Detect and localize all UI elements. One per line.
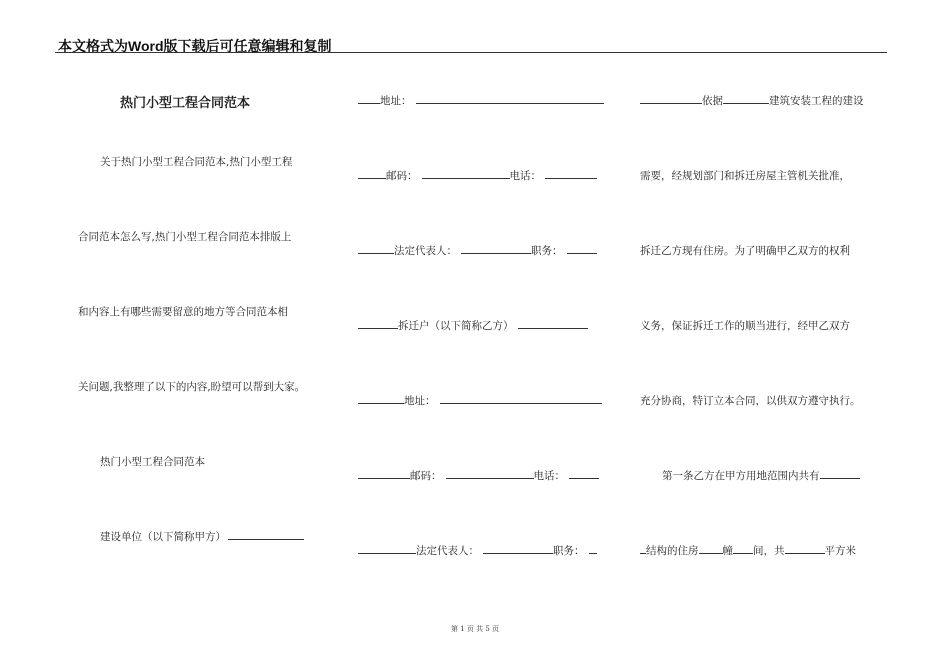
- col3-line-1: [640, 93, 864, 108]
- col3-line-6: [662, 468, 860, 483]
- col1-line-1: 关于热门小型工程合同范本,热门小型工程: [100, 156, 293, 168]
- col1-line-2: 合同范本怎么写,热门小型工程合同范本排版上: [78, 231, 292, 243]
- blank-field: [358, 243, 394, 254]
- blank-field: [518, 318, 588, 329]
- postcode-label: 邮码：: [386, 170, 418, 182]
- address-label-2: 地址：: [404, 395, 436, 407]
- col1-line-6-text: 建设单位（以下简称甲方）: [100, 531, 226, 543]
- legal-rep-label: 法定代表人：: [394, 245, 457, 257]
- header-rule: [55, 52, 887, 53]
- col3-line-5: 充分协商，特订立本合同，以供双方遵守执行。: [640, 395, 861, 407]
- document-title: 热门小型工程合同范本: [120, 96, 251, 111]
- col3-line-3: 拆迁乙方现有住房。为了明确甲乙双方的权利: [640, 245, 850, 257]
- col2-line-6: [358, 468, 599, 483]
- blank-field: [358, 318, 398, 329]
- blank-field: [567, 243, 597, 254]
- legal-rep-label-2: 法定代表人：: [416, 545, 479, 557]
- position-label: 职务：: [531, 245, 563, 257]
- article-one-text: 第一条乙方在甲方用地范围内共有: [662, 470, 820, 482]
- blank-field: [820, 468, 860, 479]
- col3-line-2: 需要，经规划部门和拆迁房屋主管机关批准，: [640, 170, 850, 182]
- blank-field: [461, 243, 531, 254]
- col1-line-3: 和内容上有哪些需要留意的地方等合同范本相: [78, 306, 288, 318]
- area-unit: 平方米: [824, 545, 856, 557]
- building-unit: 幢: [722, 545, 733, 557]
- col2-line-4: [358, 318, 588, 333]
- col1-line-6: [100, 529, 304, 544]
- col2-line-3: [358, 243, 597, 258]
- blank-field: [358, 93, 380, 104]
- col1-line-5: 热门小型工程合同范本: [100, 456, 205, 468]
- blank-field: [483, 543, 553, 554]
- blank-field: [358, 168, 386, 179]
- blank-field: [416, 93, 604, 104]
- blank-field: [358, 543, 416, 554]
- blank-field: [589, 543, 597, 554]
- blank-field: [446, 468, 534, 479]
- page-footer: 第 1 页 共 5 页: [450, 625, 500, 633]
- blank-field: [569, 468, 599, 479]
- blank-field: [699, 543, 723, 554]
- blank-field: [358, 393, 404, 404]
- blank-field: [545, 168, 597, 179]
- col3-line-4: 义务，保证拆迁工作的顺当进行，经甲乙双方: [640, 320, 850, 332]
- structure-text: 结构的住房: [646, 545, 699, 557]
- col2-line-7: [358, 543, 597, 558]
- blank-field: [785, 543, 825, 554]
- blank-field: [358, 468, 410, 479]
- blank-field: [723, 93, 769, 104]
- basis-label: 依据: [702, 95, 723, 107]
- blank-field: [640, 93, 702, 104]
- col1-line-4: 关问题,我整理了以下的内容,盼望可以帮到大家。: [78, 381, 306, 393]
- blank-field: [733, 543, 753, 554]
- blank-field: [228, 529, 304, 540]
- blank-field: [440, 393, 602, 404]
- col3-line-7: [640, 543, 856, 558]
- blank-field: [422, 168, 510, 179]
- col2-line-1: [358, 93, 604, 108]
- room-unit: 间，共: [753, 545, 785, 557]
- col2-line-2: [358, 168, 597, 183]
- address-label: 地址：: [380, 95, 412, 107]
- col2-line-5: [358, 393, 602, 408]
- postcode-label-2: 邮码：: [410, 470, 442, 482]
- phone-label: 电话：: [509, 170, 541, 182]
- document-header: 本文格式为Word版下载后可任意编辑和复制: [58, 38, 332, 54]
- construction-text: 建筑安装工程的建设: [769, 95, 864, 107]
- party-b-label: 拆迁户（以下简称乙方）: [398, 320, 514, 332]
- phone-label-2: 电话：: [533, 470, 565, 482]
- position-label-2: 职务：: [553, 545, 585, 557]
